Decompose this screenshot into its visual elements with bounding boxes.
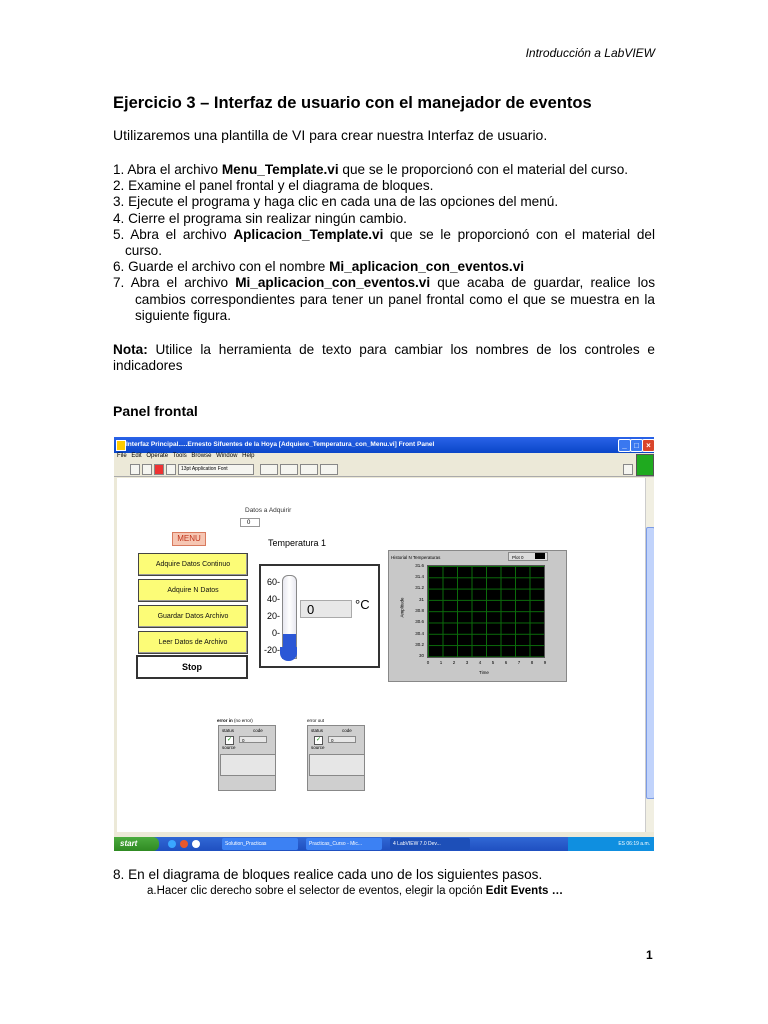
menu-bar: [114, 453, 654, 462]
graph-x-tick: 8: [530, 660, 534, 665]
reorder-icon[interactable]: [320, 464, 338, 475]
menu-file[interactable]: File: [117, 453, 127, 459]
graph-x-tick: 2: [452, 660, 456, 665]
datos-numeric-control[interactable]: 0: [240, 518, 260, 527]
temp-tick: 0-: [271, 628, 280, 638]
error-in-status-label: status: [222, 728, 235, 733]
system-tray: ES 06:19 a.m.: [568, 837, 654, 851]
adquire-continuo-button[interactable]: Adquire Datos Continuo: [138, 553, 248, 576]
error-out-status-label: status: [311, 728, 324, 733]
temp-tick: 20-: [266, 611, 280, 621]
graph-x-tick: 4: [478, 660, 482, 665]
window-title: Interfaz Principal.....Ernesto Sifuentes de la Hoya [Adquiere_Temperatura_con_Menu.vi] Front Panel: [126, 441, 435, 448]
graph-y-tick: 30.8: [415, 608, 424, 613]
temp-tick: 40-: [266, 594, 280, 604]
error-out-cluster: [307, 725, 365, 791]
error-out-status-checkbox: ✓: [315, 737, 322, 743]
page-number: 1: [646, 948, 653, 962]
windows-taskbar: [114, 837, 654, 851]
graph-x-tick: 5: [491, 660, 495, 665]
step-item: 2. Examine el panel frontal y el diagrama de bloques.: [113, 178, 434, 194]
leer-datos-button[interactable]: Leer Datos de Archivo: [138, 631, 248, 654]
step-item: 3. Ejecute el programa y haga clic en cada una de las opciones del menú.: [113, 194, 559, 210]
step-8a: a.Hacer clic derecho sobre el selector de eventos, elegir la opción Edit Events …: [147, 885, 564, 897]
error-in-code-field[interactable]: 0: [239, 736, 267, 743]
step-item: 4. Cierre el programa sin realizar ningún cambio.: [113, 210, 407, 226]
run-arrow-icon[interactable]: [130, 464, 140, 475]
stop-button[interactable]: Stop: [136, 655, 248, 679]
graph-x-tick: 9: [543, 660, 547, 665]
taskbar-item[interactable]: Practicas_Curso - Mic...: [306, 838, 382, 850]
menu-window[interactable]: Window: [216, 453, 238, 459]
error-in-code-label: code: [253, 728, 263, 733]
labview-icon: [116, 440, 126, 451]
start-button[interactable]: start: [114, 837, 159, 851]
font-dropdown[interactable]: 13pt Application Font: [178, 464, 254, 475]
error-out-code-field: 0: [328, 736, 356, 743]
menu-edit[interactable]: Edit: [131, 453, 142, 459]
minimize-icon[interactable]: _: [618, 439, 631, 452]
temperature-label: Temperatura 1: [268, 538, 327, 548]
exercise-title: Ejercicio 3 – Interfaz de usuario con el manejador de eventos: [113, 94, 592, 112]
close-icon[interactable]: ×: [642, 439, 654, 452]
vi-icon: [636, 454, 654, 476]
temperature-unit: °C: [355, 597, 370, 612]
plot-legend-swatch: [535, 553, 545, 559]
scrollbar-thumb[interactable]: [646, 527, 654, 799]
graph-y-tick: 31.4: [415, 574, 424, 579]
temp-tick: 60-: [266, 577, 280, 587]
menu-browse[interactable]: Browse: [191, 453, 212, 459]
resize-icon[interactable]: [300, 464, 318, 475]
error-in-source-field[interactable]: [220, 754, 276, 776]
maximize-icon[interactable]: □: [630, 439, 643, 452]
temperature-value: 0: [300, 600, 352, 618]
graph-x-tick: 6: [504, 660, 508, 665]
graph-x-tick: 1: [439, 660, 443, 665]
running-header: Introducción a LabVIEW: [525, 46, 655, 60]
graph-y-tick: 30.2: [415, 642, 424, 647]
error-in-status-checkbox[interactable]: ✓: [226, 737, 233, 743]
graph-y-tick: 31.2: [415, 585, 424, 590]
adquire-n-datos-button[interactable]: Adquire N Datos: [138, 579, 248, 602]
graph-x-tick: 7: [517, 660, 521, 665]
help-icon[interactable]: [623, 464, 633, 475]
section-title: Panel frontal: [113, 403, 198, 419]
step-8: 8. En el diagrama de bloques realice cada uno de los siguientes pasos.: [113, 867, 543, 882]
menu-label: MENU: [172, 532, 206, 546]
step-item: 7. Abra el archivo Mi_aplicacion_con_eventos.vi que acaba de guardar, realice los cambios correspondientes para tener un panel frontal como el que se muestra en la siguiente figura.: [113, 275, 655, 323]
quicklaunch-icon[interactable]: [168, 840, 176, 848]
toolbar: [114, 462, 654, 477]
align-icon[interactable]: [260, 464, 278, 475]
graph-y-tick: 31.6: [415, 563, 424, 568]
graph-y-tick: 31: [418, 597, 424, 602]
graph-x-label: Time: [479, 670, 489, 675]
error-in-source-label: source: [222, 745, 236, 750]
step-item: 1. Abra el archivo Menu_Template.vi que se le proporcionó con el material del curso.: [113, 162, 629, 177]
window-titlebar: [114, 437, 654, 453]
error-out-label: error out: [307, 718, 325, 723]
plot-legend[interactable]: Plot 0: [508, 552, 548, 561]
distribute-icon[interactable]: [280, 464, 298, 475]
pause-icon[interactable]: [166, 464, 176, 475]
menu-operate[interactable]: Operate: [146, 453, 169, 459]
taskbar-item[interactable]: Solution_Practicas: [222, 838, 298, 850]
graph-title: Historial N Temperaturas: [391, 555, 441, 560]
taskbar-item[interactable]: 4 LabVIEW 7.0 Dev...: [390, 838, 470, 850]
run-continuous-icon[interactable]: [142, 464, 152, 475]
error-out-source-label: source: [311, 745, 325, 750]
steps-list: [113, 162, 655, 324]
menu-tools[interactable]: Tools: [172, 453, 187, 459]
labview-screenshot: [114, 437, 654, 851]
quicklaunch-icon[interactable]: [192, 840, 200, 848]
menu-help[interactable]: Help: [242, 453, 255, 459]
error-out-code-label: code: [342, 728, 352, 733]
error-out-source-field: [309, 754, 365, 776]
datos-label: Datos a Adquirir: [245, 507, 292, 514]
error-in-cluster: [218, 725, 276, 791]
graph-y-tick: 30.4: [415, 631, 424, 636]
graph-y-tick: 30: [418, 653, 424, 658]
guardar-datos-button[interactable]: Guardar Datos Archivo: [138, 605, 248, 628]
step-item: 5. Abra el archivo Aplicacion_Template.vi que se le proporcionó con el material del curso.: [113, 226, 655, 259]
graph-x-tick: 0: [426, 660, 430, 665]
graph-x-tick: 3: [465, 660, 469, 665]
intro-paragraph: Utilizaremos una plantilla de VI para crear nuestra Interfaz de usuario.: [113, 127, 548, 143]
note-paragraph: Nota: Utilice la herramienta de texto para cambiar los nombres de los controles e indicadores: [113, 342, 655, 373]
graph-y-tick: 30.6: [415, 619, 424, 624]
step-item: 6. Guarde el archivo con el nombre Mi_aplicacion_con_eventos.vi: [113, 259, 525, 275]
abort-icon[interactable]: [154, 464, 164, 475]
graph-y-label: Amplitude: [399, 597, 405, 618]
quicklaunch-icon[interactable]: [180, 840, 188, 848]
plot-area: [427, 565, 545, 658]
error-in-label: error in (no error): [217, 718, 253, 723]
temp-tick: -20-: [263, 645, 280, 655]
